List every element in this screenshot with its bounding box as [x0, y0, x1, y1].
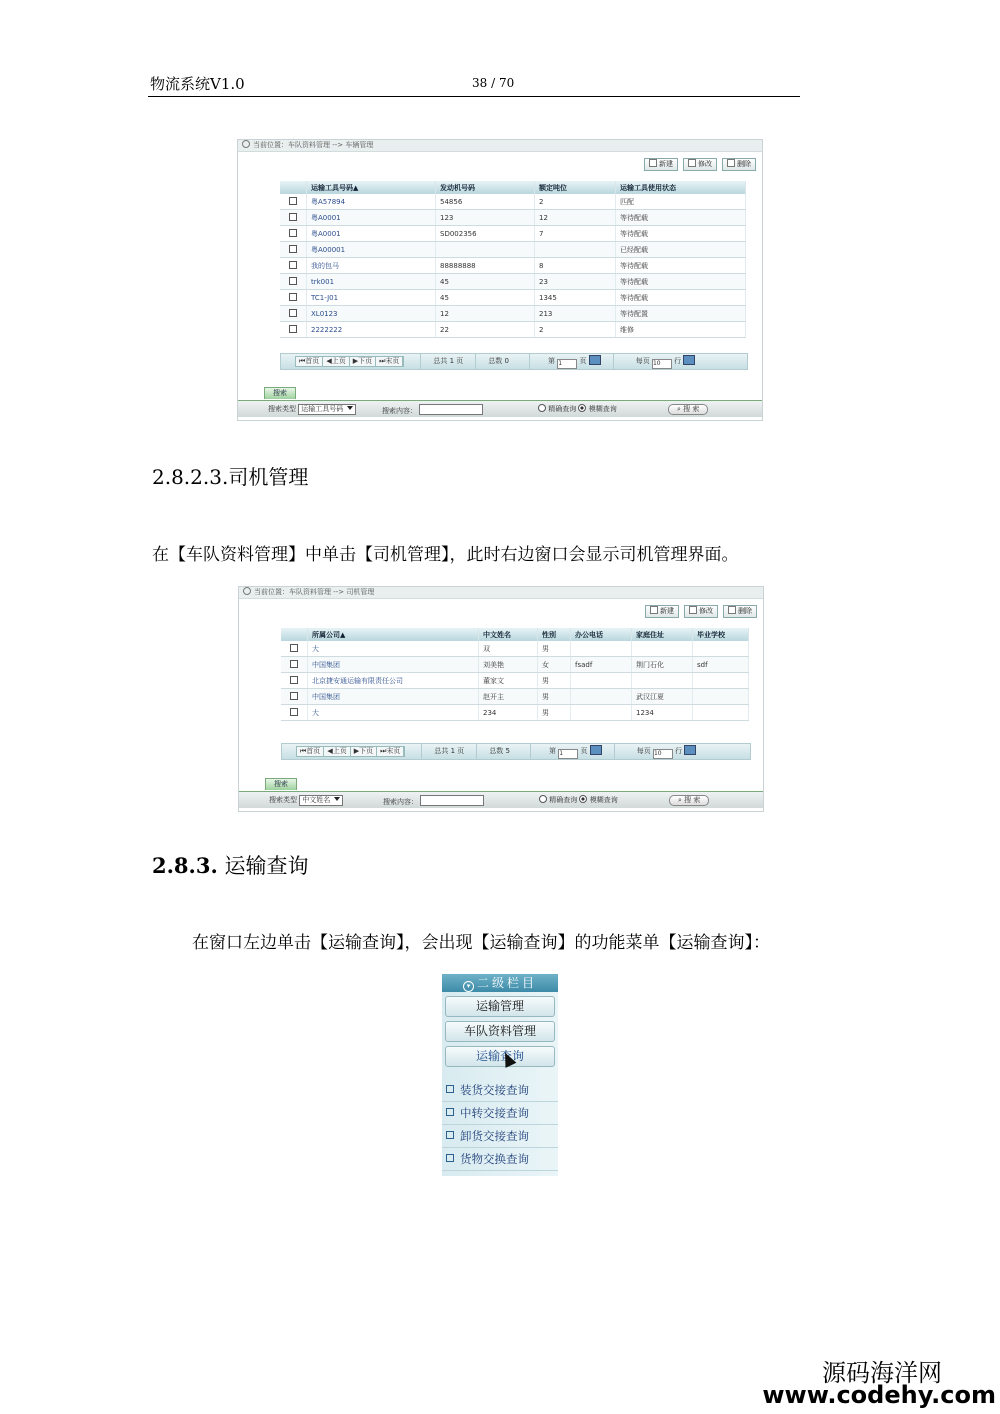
table-cell: [632, 641, 693, 657]
search-content-label: 搜索内容：: [383, 798, 418, 806]
fuzzy-label: 模糊查询: [589, 796, 618, 804]
menu-button-fleet[interactable]: 车队资料管理: [445, 1021, 555, 1042]
edit-icon: [688, 159, 696, 167]
edit-label: 修改: [698, 160, 712, 168]
row-checkbox[interactable]: [289, 325, 297, 333]
menu-button-query[interactable]: 运输查询: [445, 1046, 555, 1067]
chevron-down-icon: [334, 797, 340, 801]
table-cell: 等待配载: [616, 274, 746, 290]
exact-radio[interactable]: [539, 795, 547, 803]
table-row[interactable]: [281, 641, 749, 657]
select-column-header: [280, 181, 307, 194]
column-header: 发动机号码: [436, 181, 535, 194]
fuzzy-label: 模糊查询: [588, 405, 617, 413]
table-cell: 女: [538, 657, 571, 673]
table-row[interactable]: [281, 673, 749, 689]
column-header: 中文姓名: [479, 628, 538, 641]
page-nav: [296, 746, 405, 757]
per-suffix: 行: [674, 357, 682, 365]
row-select-cell: [281, 673, 308, 689]
bullet-icon: [446, 1108, 454, 1116]
new-button[interactable]: [644, 158, 678, 171]
table-cell: 荆门石化: [632, 657, 693, 673]
row-link-cell[interactable]: 粤A0001: [307, 210, 436, 226]
total-pages: 总共 1 页: [421, 744, 476, 759]
table-cell: 45: [436, 274, 535, 290]
submenu-item[interactable]: [442, 1148, 558, 1171]
submenu-item[interactable]: [442, 1102, 558, 1125]
secondary-menu-screenshot: [442, 974, 558, 1176]
row-link-cell[interactable]: 粤A57894: [307, 194, 436, 210]
search-type-value: 中文姓名: [302, 796, 331, 804]
driver-table-body: [281, 641, 749, 721]
search-tab[interactable]: 搜索: [265, 778, 297, 790]
table-cell: [693, 641, 749, 657]
table-cell: 已经配载: [616, 242, 746, 258]
delete-icon: [727, 159, 735, 167]
collapse-icon[interactable]: ▾: [463, 981, 474, 992]
column-header[interactable]: 所属公司▲: [308, 628, 479, 641]
table-cell: [693, 689, 749, 705]
table-cell: [693, 705, 749, 721]
row-link-cell[interactable]: 我的包马: [307, 258, 436, 274]
go-per-page-icon[interactable]: [683, 355, 695, 365]
toolbar: [645, 605, 757, 618]
menu-header: [442, 974, 558, 992]
edit-button[interactable]: [684, 605, 718, 618]
table-row[interactable]: [280, 274, 746, 290]
table-cell: 男: [538, 705, 571, 721]
table-cell: sdf: [693, 657, 749, 673]
submenu-item[interactable]: [442, 1079, 558, 1102]
submenu-label: 卸货交接查询: [460, 1129, 529, 1143]
page-suffix: 页: [580, 747, 588, 755]
go-per-page-icon[interactable]: [684, 745, 696, 755]
table-cell: 23: [535, 274, 616, 290]
per-prefix: 每页: [635, 357, 650, 365]
edit-icon: [689, 606, 697, 614]
page-jump: [529, 354, 613, 369]
table-cell: 45: [436, 290, 535, 306]
per-page-input[interactable]: 10: [652, 359, 672, 369]
document-title: 物流系统V1.0: [150, 75, 245, 93]
new-label: 新建: [660, 607, 674, 615]
submenu: [442, 1079, 558, 1171]
delete-button[interactable]: [722, 158, 756, 171]
row-select-cell: [280, 306, 307, 322]
fuzzy-radio[interactable]: [578, 404, 586, 412]
search-bar: [238, 400, 762, 417]
search-input[interactable]: [419, 404, 483, 415]
row-select-cell: [280, 258, 307, 274]
table-cell: 赵开主: [479, 689, 538, 705]
table-cell: 12: [436, 306, 535, 322]
breadcrumb-text: 当前位置：车队资料管理 --> 车辆管理: [253, 141, 374, 149]
pagination-bar: [281, 743, 751, 760]
row-link-cell[interactable]: 中国集团: [308, 689, 479, 705]
table-row[interactable]: [280, 194, 746, 210]
breadcrumb: [238, 140, 762, 152]
exact-radio[interactable]: [538, 404, 546, 412]
table-row[interactable]: [280, 258, 746, 274]
table-cell: 等待配载: [616, 290, 746, 306]
column-header: 办公电话: [571, 628, 632, 641]
search-icon: ⌕: [678, 796, 685, 804]
page-jump: [530, 744, 614, 759]
row-select-cell: [281, 641, 308, 657]
search-type-select[interactable]: [299, 795, 343, 806]
table-cell: 234: [479, 705, 538, 721]
row-link-cell[interactable]: XL0123: [307, 306, 436, 322]
search-button[interactable]: [669, 795, 709, 806]
table-cell: [632, 673, 693, 689]
row-link-cell[interactable]: 大: [308, 705, 479, 721]
watermark-line1: 源码海洋网: [822, 1359, 942, 1387]
new-button[interactable]: [645, 605, 679, 618]
column-header: 运输工具使用状态: [616, 181, 746, 194]
paragraph: 在【车队资料管理】中单击【司机管理】，此时右边窗口会显示司机管理界面。: [152, 545, 739, 565]
row-link-cell[interactable]: 粤A0001: [307, 226, 436, 242]
table-cell: 88888888: [436, 258, 535, 274]
row-checkbox[interactable]: [289, 293, 297, 301]
column-header: 毕业学校: [693, 628, 749, 641]
bullet-icon: [446, 1131, 454, 1139]
new-icon: [650, 606, 658, 614]
page-nav: [295, 356, 404, 367]
row-link-cell[interactable]: TC1-J01: [307, 290, 436, 306]
row-select-cell: [280, 194, 307, 210]
table-row[interactable]: [281, 705, 749, 721]
table-cell: 8: [535, 258, 616, 274]
table-cell: 12: [535, 210, 616, 226]
row-link-cell[interactable]: 2222222: [307, 322, 436, 338]
search-button-wrap: [668, 404, 708, 415]
table-cell: 2: [535, 322, 616, 338]
location-icon: [243, 587, 251, 595]
row-select-cell: [281, 657, 308, 673]
search-type-label: 搜索类型: [269, 796, 297, 804]
vehicle-table-body: [280, 194, 746, 338]
row-checkbox[interactable]: [289, 229, 297, 237]
table-cell: [535, 242, 616, 258]
search-input[interactable]: [420, 795, 484, 806]
table-row[interactable]: [280, 226, 746, 242]
menu-header-label: 二级栏目: [476, 976, 537, 990]
table-row[interactable]: [280, 210, 746, 226]
breadcrumb-text: 当前位置：车队资料管理 --> 司机管理: [254, 588, 375, 596]
table-cell: 董家文: [479, 673, 538, 689]
search-tab[interactable]: 搜索: [264, 387, 296, 399]
table-cell: [571, 673, 632, 689]
total-count: 总数 0: [475, 354, 529, 369]
submenu-label: 中转交接查询: [460, 1106, 529, 1120]
new-label: 新建: [659, 160, 673, 168]
table-row[interactable]: [280, 322, 746, 338]
search-mode-group: [538, 404, 617, 414]
table-cell: 213: [535, 306, 616, 322]
row-checkbox[interactable]: [289, 309, 297, 317]
table-cell: 54856: [436, 194, 535, 210]
table-cell: 男: [538, 689, 571, 705]
row-link-cell[interactable]: 中国集团: [308, 657, 479, 673]
table-header: [281, 628, 749, 641]
per-suffix: 行: [675, 747, 683, 755]
table-cell: 7: [535, 226, 616, 242]
page-prefix: 第: [549, 747, 556, 755]
exact-label: 精确查询: [548, 405, 577, 413]
search-type-group: [268, 404, 356, 415]
table-cell: 男: [538, 673, 571, 689]
table-cell: 1345: [535, 290, 616, 306]
row-link-cell[interactable]: 大: [308, 641, 479, 657]
delete-label: 删除: [738, 607, 752, 615]
per-page: [613, 354, 708, 369]
row-checkbox[interactable]: [290, 676, 298, 684]
table-cell: 等待配载: [616, 226, 746, 242]
watermark-line2: www.codehy.com: [762, 1381, 996, 1409]
page-suffix: 页: [579, 357, 587, 365]
table-row[interactable]: [281, 689, 749, 705]
search-button-label: 搜 索: [683, 405, 700, 413]
table-cell: [436, 242, 535, 258]
delete-label: 删除: [737, 160, 751, 168]
row-checkbox[interactable]: [290, 644, 298, 652]
bullet-icon: [446, 1154, 454, 1162]
row-checkbox[interactable]: [290, 660, 298, 668]
edit-label: 修改: [699, 607, 713, 615]
search-button-label: 搜 索: [684, 796, 701, 804]
table-row[interactable]: [280, 290, 746, 306]
table-cell: 等待配置: [616, 306, 746, 322]
search-button-wrap: [669, 795, 709, 806]
section-title: [152, 850, 308, 880]
first-page-button[interactable]: ⏮首页: [296, 357, 323, 366]
edit-button[interactable]: [683, 158, 717, 171]
first-page-button[interactable]: ⏮首页: [297, 747, 324, 756]
next-page-button[interactable]: ▶下页: [351, 747, 377, 756]
location-icon: [242, 140, 250, 148]
search-type-group: [269, 795, 343, 806]
header-rule: [148, 96, 800, 97]
table-cell: 刘美艳: [479, 657, 538, 673]
row-select-cell: [280, 226, 307, 242]
section-name: 运输查询: [224, 854, 309, 878]
table-cell: [571, 705, 632, 721]
row-select-cell: [280, 210, 307, 226]
column-header[interactable]: 运输工具号码▲: [307, 181, 436, 194]
row-select-cell: [280, 322, 307, 338]
last-page-button[interactable]: ⏭末页: [377, 747, 404, 756]
table-cell: SD002356: [436, 226, 535, 242]
submenu-item[interactable]: [442, 1125, 558, 1148]
table-cell: 男: [538, 641, 571, 657]
search-content-label: 搜索内容：: [382, 407, 417, 415]
bullet-icon: [446, 1085, 454, 1093]
search-bar: [239, 791, 763, 808]
breadcrumb: [239, 587, 763, 599]
search-type-select[interactable]: [298, 404, 356, 415]
row-checkbox[interactable]: [289, 277, 297, 285]
table-cell: 22: [436, 322, 535, 338]
table-cell: 1234: [632, 705, 693, 721]
table-cell: [693, 673, 749, 689]
page-number: 38 / 70: [472, 76, 515, 90]
driver-management-screenshot: [238, 586, 764, 812]
table-cell: 维修: [616, 322, 746, 338]
total-count: 总数 5: [476, 744, 530, 759]
page-prefix: 第: [548, 357, 555, 365]
row-select-cell: [280, 274, 307, 290]
table-cell: 等待配载: [616, 258, 746, 274]
submenu-label: 货物交换查询: [460, 1152, 529, 1166]
row-select-cell: [281, 689, 308, 705]
next-page-button[interactable]: ▶下页: [350, 357, 376, 366]
row-select-cell: [281, 705, 308, 721]
delete-button[interactable]: [723, 605, 757, 618]
new-icon: [649, 159, 657, 167]
paragraph: 在窗口左边单击【运输查询】，会出现【运输查询】的功能菜单【运输查询】：: [192, 933, 770, 953]
table-cell: fsadf: [571, 657, 632, 673]
row-checkbox[interactable]: [289, 261, 297, 269]
search-type-value: 运输工具号码: [301, 405, 344, 413]
table-row[interactable]: [281, 657, 749, 673]
table-cell: 匹配: [616, 194, 746, 210]
search-button[interactable]: [668, 404, 708, 415]
search-type-label: 搜索类型: [268, 405, 296, 413]
row-checkbox[interactable]: [290, 692, 298, 700]
row-checkbox[interactable]: [289, 245, 297, 253]
row-link-cell[interactable]: trk001: [307, 274, 436, 290]
menu-button-transport[interactable]: 运输管理: [445, 996, 555, 1017]
search-content-group: [383, 795, 484, 807]
row-link-cell[interactable]: 北京捷安通运输有限责任公司: [308, 673, 479, 689]
column-header: 性别: [538, 628, 571, 641]
table-row[interactable]: [280, 306, 746, 322]
search-mode-group: [539, 795, 618, 805]
row-checkbox[interactable]: [290, 708, 298, 716]
page-input[interactable]: 1: [557, 359, 577, 369]
table-cell: 2: [535, 194, 616, 210]
section-number: 2.8.3.: [152, 853, 218, 878]
row-select-cell: [280, 242, 307, 258]
row-checkbox[interactable]: [289, 197, 297, 205]
exact-label: 精确查询: [549, 796, 578, 804]
table-cell: [571, 689, 632, 705]
chevron-down-icon: [347, 406, 353, 410]
table-cell: 等待配载: [616, 210, 746, 226]
vehicle-management-screenshot: [237, 139, 763, 421]
toolbar: [644, 158, 756, 171]
fuzzy-radio[interactable]: [579, 795, 587, 803]
table-cell: [571, 641, 632, 657]
table-row[interactable]: [280, 242, 746, 258]
table-header: [280, 181, 746, 194]
last-page-button[interactable]: ⏭末页: [376, 357, 403, 366]
delete-icon: [728, 606, 736, 614]
search-icon: ⌕: [677, 405, 684, 413]
table-cell: 123: [436, 210, 535, 226]
prev-page-button[interactable]: ◀上页: [323, 357, 349, 366]
total-pages: 总共 1 页: [420, 354, 475, 369]
driver-table: [281, 628, 749, 721]
table-cell: 武汉江夏: [632, 689, 693, 705]
row-link-cell[interactable]: 粤A00001: [307, 242, 436, 258]
row-checkbox[interactable]: [289, 213, 297, 221]
column-header: 家庭住址: [632, 628, 693, 641]
per-page-input[interactable]: 10: [653, 749, 673, 759]
vehicle-table: [280, 181, 746, 338]
column-header: 额定吨位: [535, 181, 616, 194]
go-page-icon[interactable]: [590, 745, 602, 755]
search-content-group: [382, 404, 483, 416]
row-select-cell: [280, 290, 307, 306]
page-input[interactable]: 1: [558, 749, 578, 759]
go-page-icon[interactable]: [589, 355, 601, 365]
submenu-label: 装货交接查询: [460, 1083, 529, 1097]
per-page: [614, 744, 709, 759]
prev-page-button[interactable]: ◀上页: [324, 747, 350, 756]
section-heading: 2.8.2.3.司机管理: [152, 465, 309, 489]
table-cell: 双: [479, 641, 538, 657]
select-column-header: [281, 628, 308, 641]
pagination-bar: [280, 353, 748, 370]
per-prefix: 每页: [636, 747, 651, 755]
